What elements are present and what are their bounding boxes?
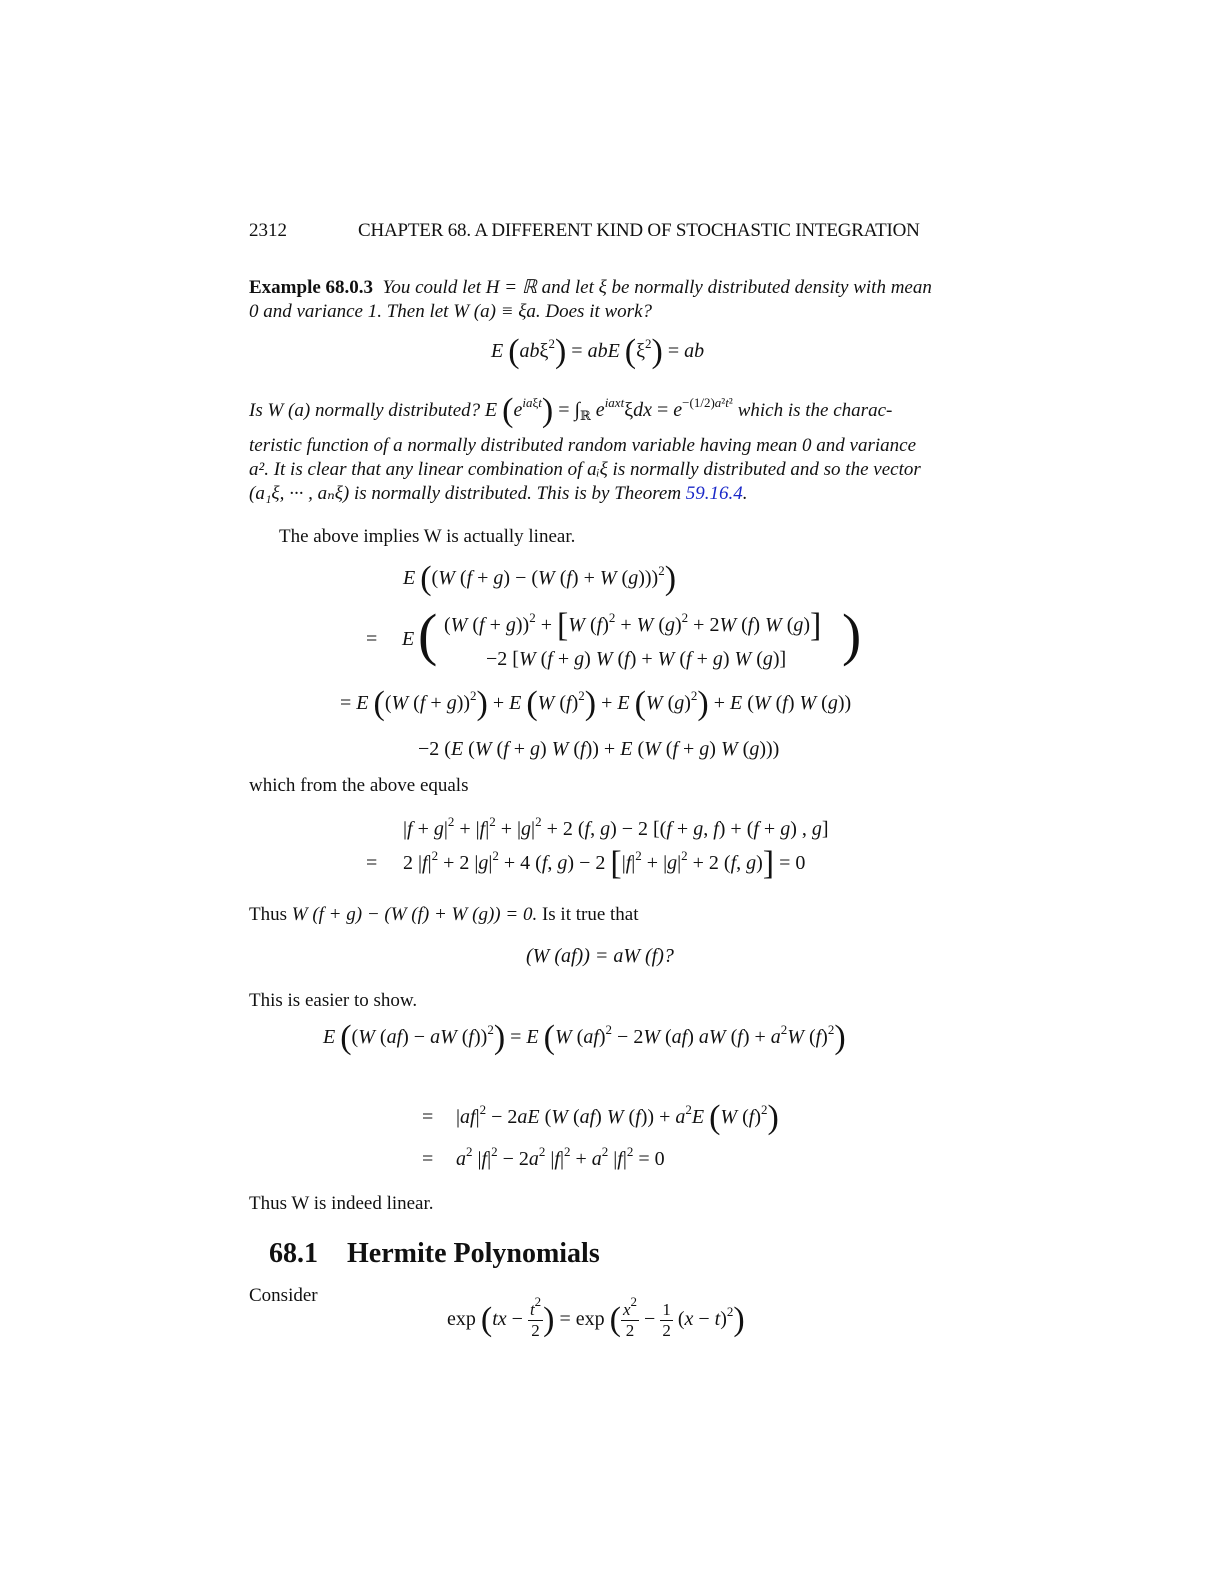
theorem-link[interactable]: 59.16.4: [685, 483, 743, 504]
example-line-1: [249, 276, 932, 300]
left-paren-big: (: [418, 602, 438, 667]
question-normal: Is W (a) normally distributed?: [249, 400, 481, 421]
additivity-expression: W (f + g) − (W (f) + W (g)) = 0.: [291, 904, 538, 925]
easier-text: This is easier to show.: [249, 990, 418, 1011]
thus-additive-line: [249, 903, 639, 927]
from-above-text: which from the above equals: [249, 775, 469, 796]
expansion-row-1: (W (f + g))$^2$ + [W $(f)^2 + W$ $(g)^2 + 2W$ (f) W (g)]: [444, 607, 822, 644]
homogeneity-row-3: $a^2$ $|f|^2 - 2a^2$ $|f|^2 + a^2$ $|f|^2 = 0$: [456, 1144, 665, 1170]
characteristic-function-equation: E $(e^{ia\xi t}) = \int_ℝ$ $e^{iaxt}\xi dx = e^{-(1/2)a^2t^2}$: [484, 392, 733, 429]
example-line-6-end: .: [742, 483, 748, 504]
homogeneity-question: (W (af)) = aW (f)?: [526, 945, 674, 967]
section-title: Hermite Polynomials: [347, 1238, 600, 1269]
fraction-x2-over-2: $\frac{x^2}{2}$: [622, 1294, 638, 1340]
example-line-2: 0 and variance 1. Then let W (a) ≡ ξa. Does it work?: [249, 301, 653, 322]
equals-sign-4: =: [422, 1148, 434, 1170]
hermite-generating-equation: exp (tx − $\frac{t^2}{2}$ ) = exp ( $\frac{x^2}{2}$ − $\frac{1}{2}$ $(x - t)^2$): [447, 1294, 745, 1340]
norm-row-2: 2 $|f|^2 + 2$ $|g|^2 + 4$ (f, g) − 2 [$|f|^2 + |g|^2 + 2$ (f, g)] = 0: [403, 845, 806, 882]
example-line-6: [249, 482, 748, 506]
equals-sign-2: =: [366, 852, 378, 874]
example-line-5: a². It is clear that any linear combination of aᵢξ is normally distributed and so the vector: [249, 459, 921, 480]
equals-sign-1: =: [366, 628, 378, 650]
equals-sign-3: =: [422, 1106, 434, 1128]
example-line-4: teristic function of a normally distributed random variable having mean 0 and variance: [249, 435, 917, 456]
expectation-linearity-row-2: −2 (E (W (f + g) W (f)) + E (W (f + g) W (g))): [418, 738, 780, 760]
example-text-1: You could let H = ℝ and let ξ be normally distributed density with mean: [382, 277, 932, 298]
equation-expectation-ab: E (abξ$^2$) = abE $(\xi^2)$ = ab: [491, 333, 705, 370]
consider-text: Consider: [249, 1285, 318, 1306]
norm-row-1: $|f + g|^2 + |f|^2 + |g|^2 + 2$ (f, g) − 2 [(f + g, f) + (f + g) , g]: [403, 814, 829, 840]
example-line-6-text: (a₁ξ, ··· , aₙξ) is normally distributed. This is by Theorem: [249, 483, 682, 504]
expansion-row-2: −2 [W (f + g) W (f) + W (f + g) W (g)]: [486, 648, 787, 670]
linear-claim: The above implies W is actually linear.: [279, 526, 576, 547]
true-that-text: Is it true that: [541, 904, 639, 925]
page-number: 2312: [249, 220, 287, 241]
thus-word: Thus: [249, 904, 287, 925]
homogeneity-row-1: E ((W (af) − aW (f))$^2$) = E (W (af)$^2$ − 2W (af) aW $(f) + a^2W$ $(f)^2$): [323, 1019, 846, 1056]
equation-sq-diff: E ((W (f + g) − (W (f) + W (g)))$^2$): [403, 560, 677, 597]
right-paren-big: ): [842, 602, 862, 667]
running-title: CHAPTER 68. A DIFFERENT KIND OF STOCHASTIC INTEGRATION: [358, 220, 920, 241]
question-normal-tail: which is the charac-: [737, 400, 893, 421]
homogeneity-row-2: $|af|^2 - 2aE$ (W (af) W $(f)) + a^2E$ (W $(f)^2$): [456, 1099, 779, 1136]
fraction-t2-over-2: $\frac{t^2}{2}$: [529, 1294, 542, 1340]
thus-linear-text: Thus W is indeed linear.: [249, 1193, 434, 1214]
example-line-3: [249, 392, 893, 429]
section-number: 68.1: [269, 1238, 318, 1269]
expectation-linearity-row-1: = E ((W (f + g))$^2$) + E (W $(f)^2) + E$ (W $(g)^2) + E$ (W (f) W (g)): [340, 685, 852, 722]
fraction-1-over-2: $\frac{1}{2}$: [662, 1300, 671, 1340]
example-label: Example 68.0.3: [249, 277, 374, 298]
e-symbol-1: E: [402, 628, 415, 650]
